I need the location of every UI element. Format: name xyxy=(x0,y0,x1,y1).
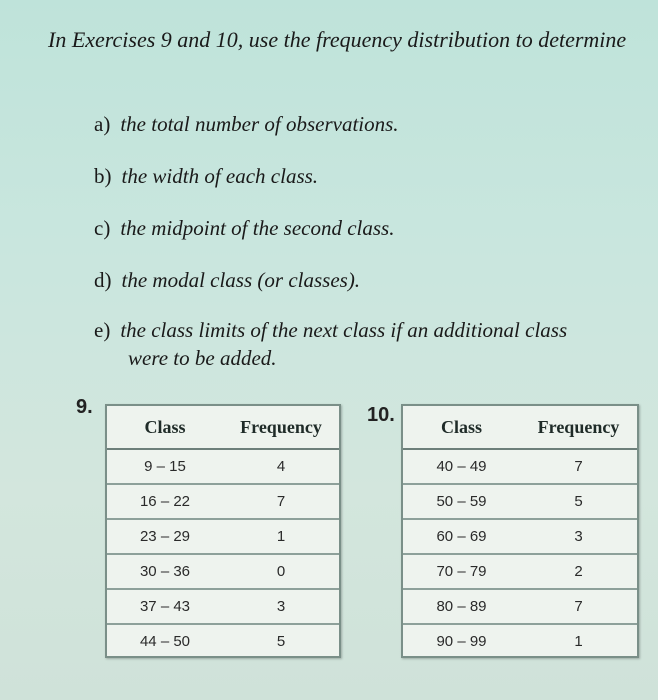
exercise-9-table xyxy=(105,404,341,658)
table-row xyxy=(107,520,339,555)
question-a xyxy=(94,110,399,138)
class-cell: 90 – 99 xyxy=(436,633,487,650)
question-c-label: c) xyxy=(94,216,111,240)
question-e xyxy=(94,316,634,372)
question-e-text: the class limits of the next class if an additional class xyxy=(120,318,568,342)
table-row xyxy=(107,450,339,485)
class-cell: 50 – 59 xyxy=(436,493,487,510)
class-cell: 80 – 89 xyxy=(436,598,487,615)
frequency-cell: 3 xyxy=(574,528,583,545)
table-header xyxy=(403,406,637,450)
frequency-cell: 7 xyxy=(574,598,583,615)
exercise-10-table xyxy=(401,404,639,658)
table-row xyxy=(107,590,339,625)
instructions-text: In Exercises 9 and 10, use the frequency distribution to determine xyxy=(48,27,627,52)
table-row xyxy=(107,625,339,658)
table-row xyxy=(403,520,637,555)
question-b-label: b) xyxy=(94,164,112,188)
frequency-cell: 4 xyxy=(276,458,286,475)
question-a-text: the total number of observations. xyxy=(120,112,399,136)
frequency-cell: 7 xyxy=(276,493,286,510)
class-header: Class xyxy=(440,416,482,437)
class-cell: 23 – 29 xyxy=(139,528,191,545)
question-e-label: e) xyxy=(94,318,111,342)
frequency-header: Frequency xyxy=(240,416,322,437)
question-e-text-continued: were to be added. xyxy=(128,346,277,370)
class-cell: 44 – 50 xyxy=(139,633,191,650)
table-header xyxy=(107,406,339,450)
table-row xyxy=(107,555,339,590)
table-row xyxy=(107,485,339,520)
class-cell: 60 – 69 xyxy=(436,528,487,545)
table-row xyxy=(403,485,637,520)
class-header: Class xyxy=(144,416,186,437)
frequency-header: Frequency xyxy=(537,416,620,437)
frequency-cell: 1 xyxy=(276,528,286,545)
question-d xyxy=(94,266,360,294)
question-d-text: the modal class (or classes). xyxy=(121,268,361,292)
table-row xyxy=(403,450,637,485)
table-row xyxy=(403,590,637,625)
question-d-label: d) xyxy=(94,268,112,292)
question-a-label: a) xyxy=(94,112,111,136)
question-c-text: the midpoint of the second class. xyxy=(120,216,395,240)
question-c xyxy=(94,214,394,242)
frequency-cell: 5 xyxy=(574,493,583,510)
question-b xyxy=(94,162,318,190)
frequency-cell: 0 xyxy=(276,563,286,580)
frequency-cell: 5 xyxy=(276,633,286,650)
exercise-10-number: 10. xyxy=(367,404,395,426)
class-cell: 9 – 15 xyxy=(144,458,186,475)
class-cell: 37 – 43 xyxy=(139,598,191,615)
class-cell: 40 – 49 xyxy=(436,458,487,475)
question-b-text: the width of each class. xyxy=(121,164,319,188)
frequency-cell: 2 xyxy=(574,563,583,580)
frequency-cell: 1 xyxy=(574,633,583,650)
frequency-cell: 3 xyxy=(276,598,286,615)
exercise-9-number: 9. xyxy=(76,396,93,418)
class-cell: 16 – 22 xyxy=(139,493,191,510)
frequency-cell: 7 xyxy=(574,458,583,475)
table-row xyxy=(403,625,637,658)
table-row xyxy=(403,555,637,590)
class-cell: 70 – 79 xyxy=(436,563,487,580)
class-cell: 30 – 36 xyxy=(139,563,191,580)
